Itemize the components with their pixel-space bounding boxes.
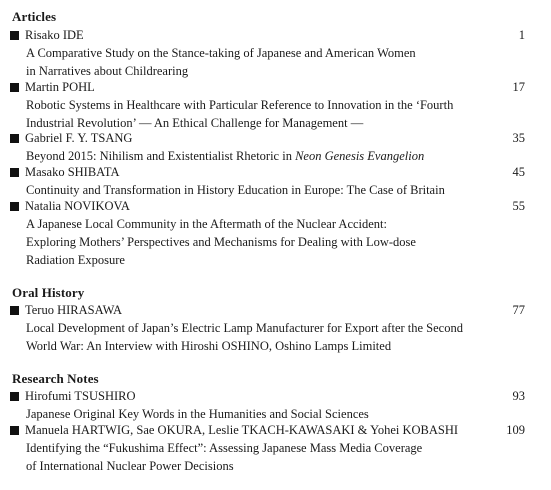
- page-number: 1: [518, 28, 525, 42]
- bullet-square-icon: [10, 168, 19, 177]
- page-number: 35: [512, 131, 525, 145]
- author-name: Masako SHIBATA: [25, 165, 120, 179]
- author-entry: [10, 80, 95, 95]
- page-number: 77: [512, 303, 525, 317]
- author-name: Gabriel F. Y. TSANG: [25, 131, 133, 145]
- article-title-line: Industrial Revolution’ — An Ethical Challenge for Management —: [26, 116, 364, 130]
- author-name: Teruo HIRASAWA: [25, 303, 123, 317]
- article-title-line: [26, 149, 424, 164]
- article-title-line: World War: An Interview with Hiroshi OSHINO, Oshino Lamps Limited: [26, 339, 392, 353]
- section-title-articles: Articles: [12, 9, 57, 24]
- bullet-square-icon: [10, 306, 19, 315]
- author-entry: [10, 423, 458, 438]
- bullet-square-icon: [10, 31, 19, 40]
- page-number: 93: [512, 389, 525, 403]
- author-entry: [10, 131, 132, 146]
- article-title-line: Identifying the “Fukushima Effect”: Assessing Japanese Mass Media Coverage: [26, 441, 423, 455]
- page-number: 55: [512, 199, 525, 213]
- bullet-square-icon: [10, 134, 19, 143]
- author-entry: [10, 199, 130, 214]
- article-title-line: Exploring Mothers’ Perspectives and Mechanisms for Dealing with Low-dose: [26, 235, 416, 249]
- author-entry: [10, 389, 136, 404]
- bullet-square-icon: [10, 202, 19, 211]
- article-title-line: Robotic Systems in Healthcare with Particular Reference to Innovation in the ‘Fourth: [26, 98, 454, 112]
- article-title-line: Japanese Original Key Words in the Humanities and Social Sciences: [26, 407, 369, 421]
- author-name: Hirofumi TSUSHIRO: [25, 389, 136, 403]
- page-number: 17: [512, 80, 525, 94]
- title-text: Beyond 2015: Nihilism and Existentialist Rhetoric in: [26, 149, 296, 163]
- bullet-square-icon: [10, 426, 19, 435]
- author-entry: [10, 165, 119, 180]
- article-title-line: Radiation Exposure: [26, 253, 125, 267]
- author-name: Natalia NOVIKOVA: [25, 199, 130, 213]
- page-number: 45: [512, 165, 525, 179]
- article-title-line: Continuity and Transformation in History Education in Europe: The Case of Britain: [26, 183, 445, 197]
- article-title-line: in Narratives about Childrearing: [26, 64, 189, 78]
- section-title-oral-history: Oral History: [12, 285, 85, 300]
- article-title-line: A Japanese Local Community in the Aftermath of the Nuclear Accident:: [26, 217, 388, 231]
- author-name: Manuela HARTWIG, Sae OKURA, Leslie TKACH-KAWASAKI & Yohei KOBASHI: [25, 423, 459, 437]
- page-number: 109: [506, 423, 525, 437]
- article-title-line: A Comparative Study on the Stance-taking of Japanese and American Women: [26, 46, 416, 60]
- author-name: Martin POHL: [25, 80, 95, 94]
- bullet-square-icon: [10, 392, 19, 401]
- section-title-research-notes: Research Notes: [12, 371, 99, 386]
- author-entry: [10, 28, 84, 43]
- author-entry: [10, 303, 122, 318]
- article-title-line: of International Nuclear Power Decisions: [26, 459, 234, 473]
- title-italic-text: Neon Genesis Evangelion: [295, 149, 425, 163]
- author-name: Risako IDE: [25, 28, 84, 42]
- article-title-line: Local Development of Japan’s Electric Lamp Manufacturer for Export after the Second: [26, 321, 463, 335]
- bullet-square-icon: [10, 83, 19, 92]
